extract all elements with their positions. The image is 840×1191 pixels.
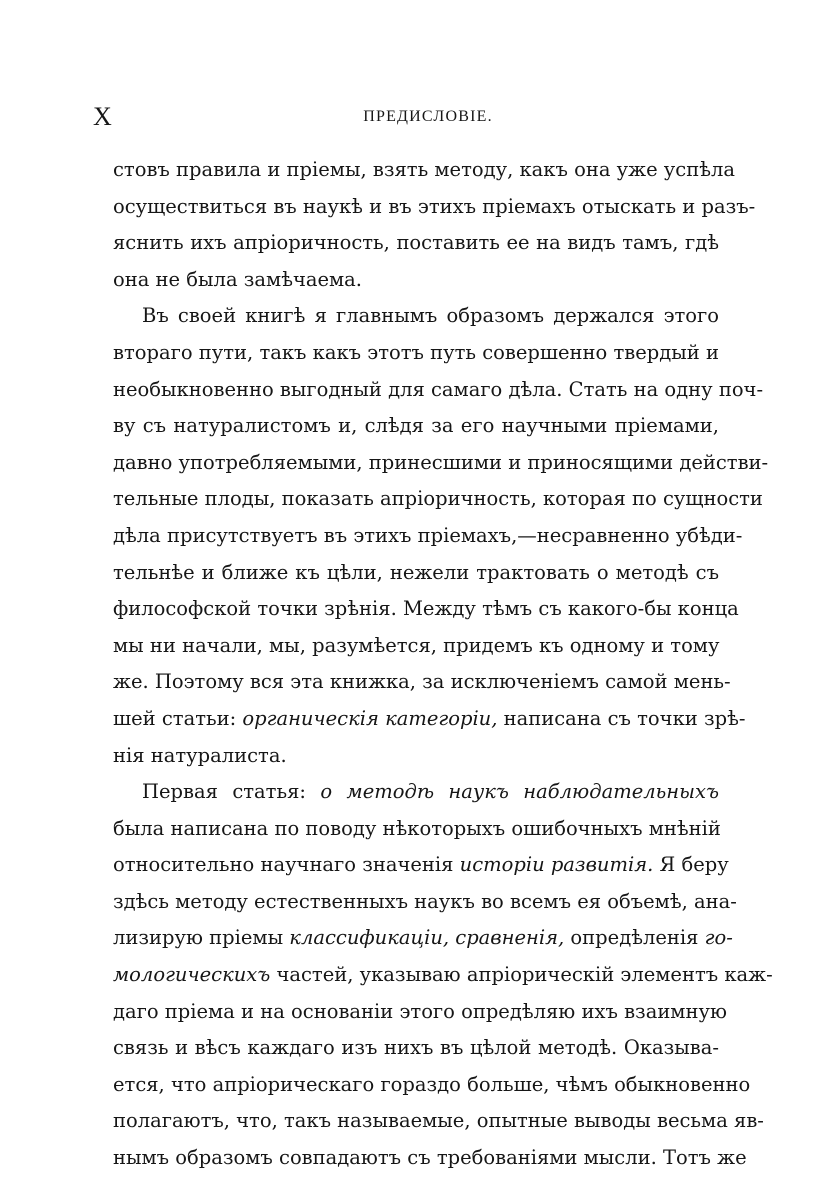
text-line: стовъ правила и пріемы, взять методу, какъ она уже успѣла xyxy=(113,158,735,181)
text-line: мы ни начали, мы, разумѣется, придемъ къ одному и тому xyxy=(113,633,720,657)
body-text xyxy=(113,152,773,1177)
text-line: здѣсь методу естественныхъ наукъ во всемъ ея объемѣ, ана- xyxy=(113,889,737,913)
text-line: связь и вѣсъ каждаго изъ нихъ въ цѣлой методѣ. Оказыва- xyxy=(113,1036,719,1060)
text-line: шей статьи: органическія категоріи, написана съ точки зрѣ- xyxy=(113,706,746,730)
italic-term: исторіи развитія. xyxy=(459,853,654,877)
text-line: необыкновенно выгодный для самаго дѣла. Стать на одну поч- xyxy=(113,377,764,401)
text-line: полагаютъ, что, такъ называемые, опытные выводы весьма яв- xyxy=(113,1109,764,1133)
text-line: относительно научнаго значенія исторіи развитія. Я беру xyxy=(113,853,729,877)
text-line: давно употребляемыми, принесшими и приносящими действи- xyxy=(113,450,769,474)
text-line: Первая статья: о методѣ наукъ наблюдательныхъ xyxy=(142,780,719,804)
text-line: же. Поэтому вся эта книжка, за исключеніемъ самой мень- xyxy=(113,670,731,694)
text-line: ву съ натуралистомъ и, слѣдя за его научными пріемами, xyxy=(113,414,719,438)
running-title: ПРЕДИСЛОВІЕ. xyxy=(363,108,493,125)
italic-term: классификаціи, сравненія, xyxy=(289,926,565,950)
text-line: ется, что апріорическаго гораздо больше, чѣмъ обыкновенно xyxy=(113,1072,751,1096)
text-line: нія натуралиста. xyxy=(113,743,287,767)
text-line: она не была замѣчаема. xyxy=(113,267,363,291)
text-line: лизирую пріемы классификаціи, сравненія, опредѣленія го- xyxy=(113,926,733,950)
text-line: философской точки зрѣнія. Между тѣмъ съ какого-бы конца xyxy=(113,597,739,621)
running-head xyxy=(93,102,715,132)
text-line: дѣла присутствуетъ въ этихъ пріемахъ,—несравненно убѣди- xyxy=(113,523,743,547)
italic-term: о методѣ наукъ наблюдательныхъ xyxy=(320,780,719,804)
text-line: Въ своей книгѣ я главнымъ образомъ держался этого xyxy=(142,304,719,328)
text-line: нымъ образомъ совпадаютъ съ требованіями мысли. Тотъ же xyxy=(113,1146,747,1170)
page-number: X xyxy=(93,102,113,131)
text-line: даго пріема и на основаніи этого опредѣляю ихъ взаимную xyxy=(113,999,727,1023)
text-line: яснить ихъ апріоричность, поставить ее на видъ тамъ, гдѣ xyxy=(113,231,719,255)
italic-term: го- xyxy=(704,926,733,950)
text-line: осуществиться въ наукѣ и въ этихъ пріемахъ отыскать и разъ- xyxy=(113,194,756,218)
text-line: была написана по поводу нѣкоторыхъ ошибочныхъ мнѣній xyxy=(113,816,721,840)
text-line: мологическихъ частей, указываю апріорическій элементъ каж- xyxy=(113,963,773,987)
text-line: втораго пути, такъ какъ этотъ путь совершенно твердый и xyxy=(113,340,719,364)
italic-term: органическія категоріи, xyxy=(242,706,498,730)
italic-term: мологическихъ xyxy=(113,963,271,987)
text-line: тельные плоды, показать апріоричность, которая по сущности xyxy=(113,487,763,511)
text-line: тельнѣе и ближе къ цѣли, нежели трактовать о методѣ съ xyxy=(113,560,719,584)
